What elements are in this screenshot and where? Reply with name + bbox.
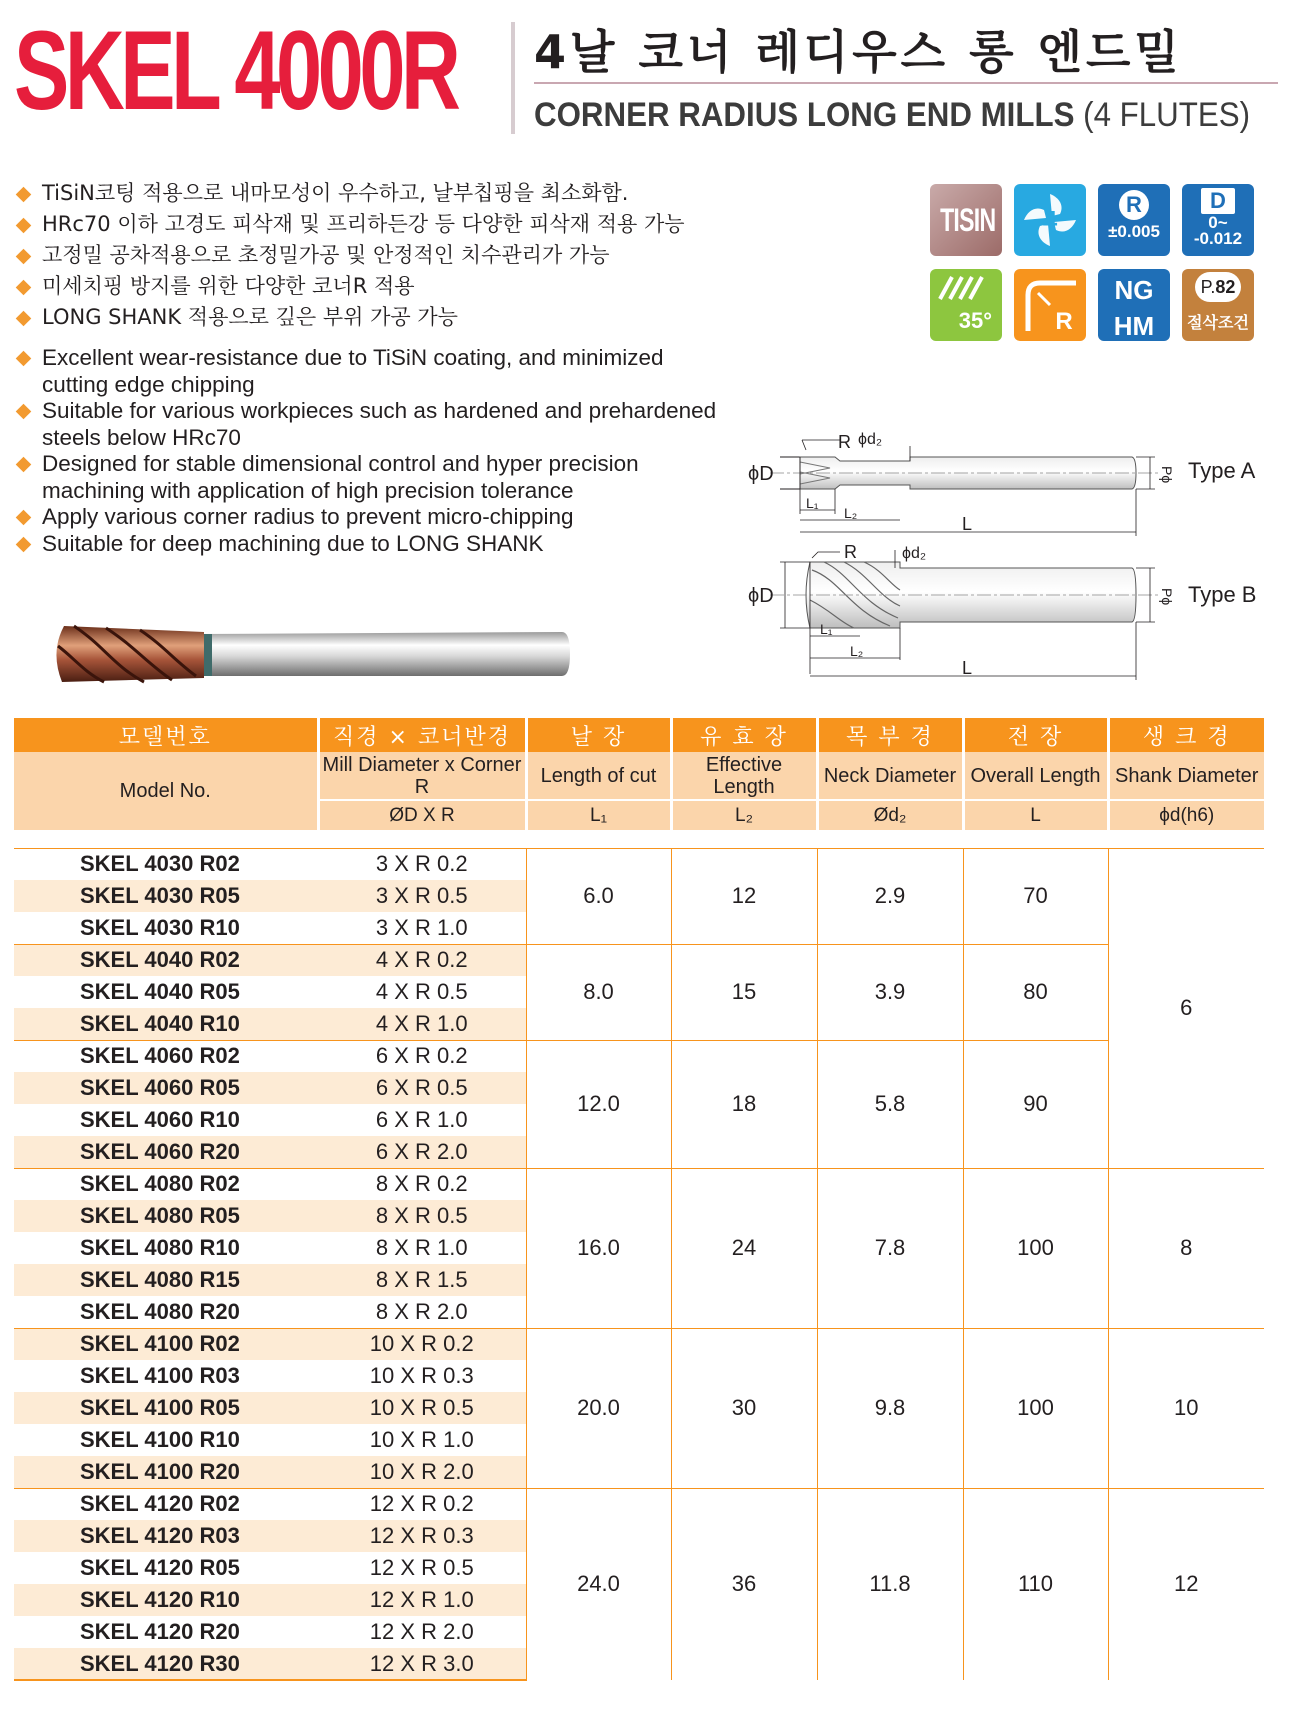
overall-length-cell: 100 xyxy=(963,1328,1108,1488)
length-of-cut-cell: 6.0 xyxy=(526,848,671,944)
length-of-cut-cell: 24.0 xyxy=(526,1488,671,1680)
svg-text:L₁: L₁ xyxy=(806,495,819,511)
model-number-cell: SKEL 4120 R02 xyxy=(14,1488,318,1520)
model-number-cell: SKEL 4100 R10 xyxy=(80,1427,240,1452)
col-shank-en: Shank Diameter xyxy=(1108,752,1264,800)
svg-text:L₂: L₂ xyxy=(850,643,864,659)
model-number-cell: SKEL 4060 R05 xyxy=(14,1072,318,1104)
col-effective-ko: 유 효 장 xyxy=(671,718,817,752)
bullet-diamond-icon xyxy=(16,351,32,367)
feature-item: TiSiN코팅 적용으로 내마모성이 우수하고, 날부칩핑을 최소화함. xyxy=(14,178,734,209)
table-row xyxy=(14,944,1264,976)
model-number-cell: SKEL 4030 R02 xyxy=(14,848,318,880)
diameter-radius-cell: 8 X R 1.5 xyxy=(318,1264,526,1296)
overall-length-cell: 70 xyxy=(963,848,1108,944)
diameter-radius-cell: 3 X R 1.0 xyxy=(375,914,468,940)
neck-diameter-cell: 11.8 xyxy=(817,1488,963,1680)
table-body xyxy=(14,848,1264,1680)
model-number-cell: SKEL 4100 R03 xyxy=(80,1363,240,1388)
diameter-radius-cell: 6 X R 2.0 xyxy=(318,1136,526,1168)
diameter-radius-cell: 8 X R 0.5 xyxy=(318,1200,526,1232)
bullet-diamond-icon xyxy=(16,280,32,296)
diameter-radius-cell: 3 X R 0.2 xyxy=(318,848,526,880)
diameter-radius-cell: 8 X R 1.0 xyxy=(375,1235,468,1260)
feature-item: HRc70 이하 고경도 피삭재 및 프리하든강 등 다양한 피삭재 적용 가능 xyxy=(14,209,734,240)
overall-length-cell: 110 xyxy=(963,1488,1108,1680)
product-photo xyxy=(44,596,574,706)
diameter-radius-cell: 4 X R 0.2 xyxy=(318,944,526,976)
bullet-diamond-icon xyxy=(16,510,32,526)
col-neck-symbol: Ød₂ xyxy=(817,800,963,830)
bullet-diamond-icon xyxy=(16,311,32,327)
bullet-diamond-icon xyxy=(16,187,32,203)
neck-diameter-cell: 9.8 xyxy=(817,1328,963,1488)
col-effective-en: Effective Length xyxy=(671,752,817,800)
length-of-cut-cell: 16.0 xyxy=(526,1168,671,1328)
bullet-diamond-icon xyxy=(16,536,32,552)
type-b-drawing xyxy=(740,540,1280,690)
model-number-cell: SKEL 4080 R02 xyxy=(14,1168,318,1200)
shank-diameter-cell: 6 xyxy=(1108,848,1264,1168)
model-number-cell: SKEL 4100 R05 xyxy=(14,1392,318,1424)
corner-radius-icon xyxy=(1014,269,1086,341)
bullet-diamond-icon xyxy=(16,404,32,420)
table-row xyxy=(14,1168,1264,1200)
model-number-cell: SKEL 4120 R20 xyxy=(80,1619,240,1644)
shank-diameter-cell: 8 xyxy=(1108,1168,1264,1328)
col-overall-ko: 전 장 xyxy=(963,718,1108,752)
diameter-radius-cell: 12 X R 0.5 xyxy=(369,1555,474,1580)
svg-text:ϕd₂: ϕd₂ xyxy=(858,431,883,448)
model-number-cell: SKEL 4080 R15 xyxy=(14,1264,318,1296)
diameter-radius-cell: 12 X R 3.0 xyxy=(318,1648,526,1680)
feature-item: Designed for stable dimensional control and hyper precision machining with application of high precision tolerance xyxy=(14,451,734,504)
col-effective-symbol: L₂ xyxy=(671,800,817,830)
feature-item: Excellent wear-resistance due to TiSiN coating, and minimized cutting edge chipping xyxy=(14,345,734,398)
length-of-cut-cell: 12.0 xyxy=(526,1040,671,1168)
svg-text:ϕD: ϕD xyxy=(748,463,774,485)
model-number-cell: SKEL 4120 R10 xyxy=(14,1584,318,1616)
model-number-cell: SKEL 4040 R02 xyxy=(14,944,318,976)
page-header xyxy=(14,8,1264,142)
table-row xyxy=(14,848,1264,880)
svg-text:R: R xyxy=(1055,308,1073,335)
neck-diameter-cell: 7.8 xyxy=(817,1168,963,1328)
col-length-cut-en: Length of cut xyxy=(526,752,671,800)
cutting-conditions-icon: P.82 절삭조건 xyxy=(1182,269,1254,341)
title-english-flutes: (4 FLUTES) xyxy=(1083,96,1251,134)
svg-text:ϕD: ϕD xyxy=(748,585,774,607)
model-title: SKEL 4000R xyxy=(14,8,457,133)
diameter-radius-cell: 6 X R 1.0 xyxy=(375,1107,468,1132)
svg-text:R: R xyxy=(844,542,857,562)
model-number-cell: SKEL 4120 R05 xyxy=(80,1555,240,1580)
diameter-radius-cell: 10 X R 1.0 xyxy=(369,1427,474,1452)
title-english xyxy=(534,96,1250,135)
table-row xyxy=(14,1488,1264,1520)
length-of-cut-cell: 8.0 xyxy=(526,944,671,1040)
diagram-type-a xyxy=(740,428,1280,538)
model-number-cell: SKEL 4030 R05 xyxy=(14,880,318,912)
col-length-cut-ko: 날 장 xyxy=(526,718,671,752)
diameter-radius-cell: 4 X R 0.5 xyxy=(375,979,468,1004)
feature-list-korean xyxy=(14,178,734,333)
col-neck-ko: 목 부 경 xyxy=(817,718,963,752)
svg-text:Pϕ: Pϕ xyxy=(1159,588,1175,606)
model-number-cell: SKEL 4060 R20 xyxy=(14,1136,318,1168)
neck-diameter-cell: 5.8 xyxy=(817,1040,963,1168)
col-diameter-ko: 직경 × 코너반경 xyxy=(318,718,526,752)
diameter-radius-cell: 6 X R 0.5 xyxy=(318,1072,526,1104)
header-row-korean xyxy=(14,718,1264,752)
type-a-label: Type A xyxy=(1188,458,1256,483)
col-shank-ko: 생 크 경 xyxy=(1108,718,1264,752)
col-diameter-en: Mill Diameter x Corner R xyxy=(318,752,526,800)
model-number-cell: SKEL 4040 R10 xyxy=(14,1008,318,1040)
overall-length-cell: 80 xyxy=(963,944,1108,1040)
spec-icons xyxy=(930,184,1270,344)
neck-diameter-cell: 2.9 xyxy=(817,848,963,944)
feature-item: Suitable for various workpieces such as hardened and prehardened steels below HRc70 xyxy=(14,398,734,451)
svg-text:L₂: L₂ xyxy=(844,505,858,521)
feature-item: Suitable for deep machining due to LONG SHANK xyxy=(14,531,734,558)
model-number-cell: SKEL 4120 R30 xyxy=(14,1648,318,1680)
model-number-cell: SKEL 4080 R20 xyxy=(80,1298,240,1324)
effective-length-cell: 30 xyxy=(671,1328,817,1488)
title-divider xyxy=(511,22,515,134)
bullet-diamond-icon xyxy=(16,249,32,265)
model-number-cell: SKEL 4100 R20 xyxy=(14,1456,318,1488)
diameter-radius-cell: 12 X R 2.0 xyxy=(369,1619,474,1644)
diameter-tolerance-icon: D 0~ -0.012 xyxy=(1182,184,1254,256)
feature-item: 고정밀 공차적용으로 초정밀가공 및 안정적인 치수관리가 가능 xyxy=(14,240,734,271)
table-row xyxy=(14,1328,1264,1360)
ng-hm-icon: NG HM xyxy=(1098,269,1170,341)
effective-length-cell: 24 xyxy=(671,1168,817,1328)
effective-length-cell: 15 xyxy=(671,944,817,1040)
svg-text:L: L xyxy=(962,514,973,534)
radius-tolerance-icon: R ±0.005 xyxy=(1098,184,1170,256)
title-korean: 4날 코너 레디우스 롱 엔드밀 xyxy=(534,25,1183,79)
title-english-bold: CORNER RADIUS LONG END MILLS xyxy=(534,96,1075,134)
diameter-radius-cell: 10 X R 0.2 xyxy=(318,1328,526,1360)
tisin-coating-icon: TISIN xyxy=(930,184,1002,256)
diameter-radius-cell: 12 X R 0.2 xyxy=(318,1488,526,1520)
svg-text:R: R xyxy=(838,432,851,452)
diameter-radius-cell: 4 X R 1.0 xyxy=(318,1008,526,1040)
diameter-radius-cell: 3 X R 0.5 xyxy=(318,880,526,912)
col-overall-symbol: L xyxy=(963,800,1108,830)
feature-list xyxy=(14,178,734,557)
svg-text:L: L xyxy=(962,658,973,678)
neck-diameter-cell: 3.9 xyxy=(817,944,963,1040)
shank-diameter-cell: 10 xyxy=(1108,1328,1264,1488)
col-diameter-symbol: ØD X R xyxy=(318,800,526,830)
col-overall-en: Overall Length xyxy=(963,752,1108,800)
feature-item: 미세치핑 방지를 위한 다양한 코너R 적용 xyxy=(14,271,734,302)
svg-text:ϕd₂: ϕd₂ xyxy=(902,545,927,562)
col-shank-symbol: ϕd(h6) xyxy=(1108,800,1264,830)
diameter-radius-cell: 10 X R 0.5 xyxy=(318,1392,526,1424)
model-number-cell: SKEL 4060 R10 xyxy=(80,1107,240,1132)
diameter-radius-cell: 12 X R 1.0 xyxy=(318,1584,526,1616)
title-rule xyxy=(534,82,1278,84)
col-model-ko: 모델번호 xyxy=(14,718,318,752)
header-row-english xyxy=(14,752,1264,800)
col-model-en: Model No. xyxy=(14,752,318,830)
model-number-cell: SKEL 4100 R02 xyxy=(14,1328,318,1360)
length-of-cut-cell: 20.0 xyxy=(526,1328,671,1488)
col-neck-en: Neck Diameter xyxy=(817,752,963,800)
model-number-cell: SKEL 4080 R05 xyxy=(14,1200,318,1232)
table-row xyxy=(14,1040,1264,1072)
model-number-cell: SKEL 4040 R05 xyxy=(80,979,240,1004)
diameter-radius-cell: 12 X R 0.3 xyxy=(318,1520,526,1552)
model-number-cell: SKEL 4120 R03 xyxy=(14,1520,318,1552)
diameter-radius-cell: 10 X R 0.3 xyxy=(369,1363,474,1388)
svg-text:4: 4 xyxy=(1042,205,1058,235)
diameter-radius-cell: 10 X R 2.0 xyxy=(318,1456,526,1488)
type-b-label: Type B xyxy=(1188,582,1257,607)
shank-diameter-cell: 12 xyxy=(1108,1488,1264,1680)
feature-list-english xyxy=(14,345,734,557)
bullet-diamond-icon xyxy=(16,218,32,234)
bullet-diamond-icon xyxy=(16,457,32,473)
feature-item: Apply various corner radius to prevent micro-chipping xyxy=(14,504,734,531)
svg-text:L₁: L₁ xyxy=(820,621,833,637)
feature-item: LONG SHANK 적용으로 깊은 부위 가공 가능 xyxy=(14,302,734,333)
diagram-type-b xyxy=(740,540,1280,690)
spec-table xyxy=(14,718,1264,1681)
model-number-cell: SKEL 4080 R10 xyxy=(80,1235,240,1260)
four-flute-icon xyxy=(1014,184,1086,256)
model-number-cell: SKEL 4060 R02 xyxy=(14,1040,318,1072)
overall-length-cell: 100 xyxy=(963,1168,1108,1328)
diameter-radius-cell: 8 X R 2.0 xyxy=(375,1298,468,1324)
model-number-cell: SKEL 4030 R10 xyxy=(80,914,240,940)
effective-length-cell: 12 xyxy=(671,848,817,944)
helix-angle-icon: 35° xyxy=(930,269,1002,341)
col-length-cut-symbol: L₁ xyxy=(526,800,671,830)
diameter-radius-cell: 6 X R 0.2 xyxy=(318,1040,526,1072)
svg-text:Pϕ: Pϕ xyxy=(1159,466,1175,484)
effective-length-cell: 36 xyxy=(671,1488,817,1680)
overall-length-cell: 90 xyxy=(963,1040,1108,1168)
diameter-radius-cell: 8 X R 0.2 xyxy=(318,1168,526,1200)
effective-length-cell: 18 xyxy=(671,1040,817,1168)
